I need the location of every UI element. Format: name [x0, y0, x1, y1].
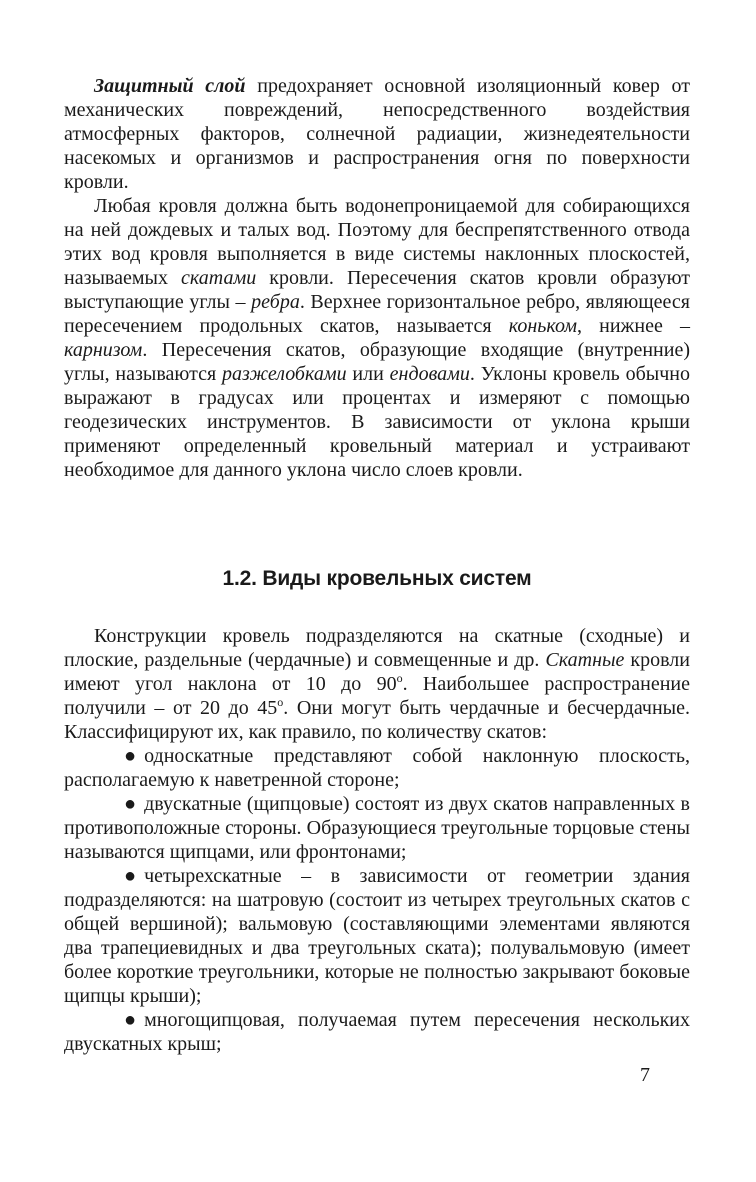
list-item-text: многощипцовая, получаемая путем пересечения нескольких двускатных крыш;	[64, 1009, 690, 1055]
paragraph-text: . Верхнее горизонтальное ребро, являющееся пересечением продольных скатов, называется	[64, 291, 691, 337]
list-item-text: четырехскатные – в зависимости от геометрии здания подразделяются: на шатровую (состоит из четырех треугольных скатов с общей вершиной); вальмовую (составляющими элементами являются два трапециевидных и два треугольных ската); полувальмовую (имеет более короткие треугольники, которые не полностью закрывают боковые щипцы крыши);	[64, 865, 690, 1007]
term-protective-layer: Защитный слой	[94, 75, 246, 97]
page-number: 7	[640, 1064, 650, 1086]
term-razzheloby: разжелобками	[221, 363, 347, 385]
list-item-text: двускатные (щипцовые) состоят из двух скатов направленных в противоположные стороны. Образующиеся треугольные торцовые стены называются щипцами, или фронтонами;	[64, 793, 690, 863]
paragraph-roof-types	[64, 624, 690, 744]
list-item	[64, 792, 690, 864]
paragraph-text: . Пересечения скатов, образующие входящие (внутренние) углы, называются	[64, 339, 690, 385]
term-karniz: карнизом	[64, 339, 143, 361]
paragraph-text: кровли имеют угол наклона от 10 до 90	[64, 649, 690, 695]
paragraph-text: Любая кровля должна быть водонепроницаемой для собирающихся на ней дождевых и талых вод. Поэтому для беспрепятственного отвода этих вод кровля выполняется в виде системы наклонных плоскостей, называемых	[64, 195, 690, 289]
section-heading: 1.2. Виды кровельных систем	[222, 567, 532, 590]
bullet-icon: ●	[124, 865, 137, 887]
paragraph-text: предохраняет основной изоляционный ковер от механических повреждений, непосредственного воздействия атмосферных факторов, солнечной радиации, жизнедеятельности насекомых и организмов и распространения огня по поверхности кровли.	[64, 75, 690, 193]
paragraph-text: кровли. Пересечения скатов кровли образуют выступающие углы –	[64, 267, 691, 313]
paragraph-text: . Наибольшее распространение получили – от 20 до 45	[64, 673, 690, 719]
term-endovy: ендовами	[389, 363, 470, 385]
list-item	[64, 744, 690, 792]
paragraph-protective-layer	[64, 74, 690, 194]
paragraph-roof-slopes	[64, 194, 690, 482]
page-body	[64, 74, 691, 1055]
term-skatnye: Скатные	[545, 649, 625, 671]
list-item-text: односкатные представляют собой наклонную плоскость, располагаемую к наветренной стороне;	[64, 745, 690, 791]
paragraph-text: Конструкции кровель подразделяются на скатные (сходные) и плоские, раздельные (чердачные) и совмещенные и др.	[64, 625, 690, 671]
degree-mark: о	[277, 695, 284, 709]
paragraph-text: . Они могут быть чердачные и бесчердачные. Классифицируют их, как правило, по количеству скатов:	[64, 697, 690, 743]
term-rebra: ребра	[251, 291, 300, 313]
section-roof-systems	[64, 624, 690, 1056]
paragraph-text: , нижнее –	[576, 315, 690, 337]
degree-mark: о	[396, 671, 403, 685]
paragraph-text: . Уклоны кровель обычно выражают в градусах или процентах и измеряют с помощью геодезических инструментов. В зависимости от уклона крыши применяют определенный кровельный материал и устраивают необходимое для данного уклона число слоев кровли.	[64, 363, 690, 481]
paragraph-text: или	[346, 363, 390, 385]
list-item	[64, 1008, 690, 1056]
term-skaty: скатами	[181, 267, 257, 289]
bullet-icon: ●	[124, 793, 137, 815]
term-konek: коньком	[508, 315, 577, 337]
list-item	[64, 864, 690, 1008]
bullet-icon: ●	[124, 1009, 137, 1031]
bullet-icon: ●	[124, 745, 137, 767]
